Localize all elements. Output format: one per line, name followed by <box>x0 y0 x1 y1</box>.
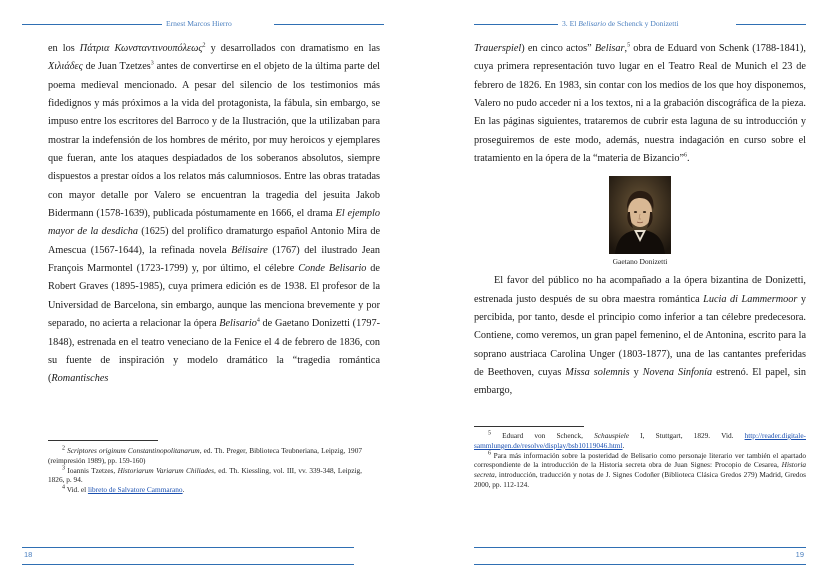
italic-text: Πάτρια Κωνσταντινουπόλεως <box>79 43 203 54</box>
figure <box>474 176 806 268</box>
header-rule-left <box>22 24 162 25</box>
italic-text: Belisar <box>594 43 625 54</box>
right-page <box>418 0 806 574</box>
paragraph <box>48 40 380 389</box>
text-run: El favor del público no ha acompañado a la ópera bizantina de Donizetti, estrenada justo después de su obra maestra romántica <box>474 275 806 305</box>
hyperlink[interactable]: libreto de Salvatore Cammarano <box>87 485 183 495</box>
footnote-ref: 4 <box>62 484 65 491</box>
portrait-image <box>609 176 671 254</box>
hyperlink[interactable]: http://reader.digitale-sammlungen.de/resolve/display/bsb10119046.html <box>474 431 806 450</box>
text-run: Vid. el <box>65 485 88 495</box>
text-run: de Robert Graves (1895-1985), cuya primera edición es de 1938. El profesor de la Universidad de Barcelona, sin embargo, aunque las menciona brevemente y por separado, no acierta a relacionar la ópera <box>48 263 380 330</box>
body-text <box>474 40 806 401</box>
right-page-header <box>418 18 798 30</box>
text-run: , ed. Th. Preger, Biblioteca Teubneriana, Leipzig, 1907 (reimpresión 1989), pp. 159-160) <box>48 446 362 465</box>
footnotes <box>48 446 362 495</box>
italic-text: Romantisches <box>51 373 109 385</box>
footnote-ref: 2 <box>62 445 65 452</box>
italic-text: Trauerspiel <box>474 43 522 54</box>
page-number: 19 <box>795 550 804 559</box>
footnote-ref: 4 <box>256 317 260 324</box>
left-page-footer <box>22 547 354 565</box>
text-run: . <box>687 153 690 165</box>
footnote-ref: 6 <box>488 450 491 457</box>
header-rule-right <box>274 24 384 25</box>
text-run: , introducción, traducción y notas de J. Signes Codoñer (Biblioteca Clásica Gredos 279) Madrid, Gredos 2000, pp. 112-124. <box>474 470 806 489</box>
footnote-5 <box>474 431 806 451</box>
italic-text: Novena Sinfonía <box>642 367 713 379</box>
text-run: obra de Eduard von Schenk (1788-1841), cuya primera representación tuvo lugar en el Teatro Real de Munich el 23 de febrero de 1826. En 1983, sin contar con los medios de los que hoy disponemos, Valero no pudo acceder ni a los textos, ni a la grabación discográfica de la pieza. En las páginas siguientes, trataremos de cubrir esta laguna de su introducción y proseguiremos de este modo, además, nuestra indagación en curso sobre el tratamiento en la ópera de la “materia de Bizancio” <box>474 43 806 165</box>
left-page <box>22 0 402 574</box>
footnote-ref: 5 <box>627 42 631 49</box>
figure-caption: Gaetano Donizetti <box>612 257 668 267</box>
text-run: y percibida, por tanto, desde el principio como inferior a tan célebre predecesora. Contiene, como veremos, un gran papel femenino, el de Antonina, escrito para la soprano austriaca Carolina Unger (1803-1877), una de las cantantes preferidas de Beethoven, cuyas <box>474 293 806 379</box>
italic-text: Schauspiele <box>594 431 630 440</box>
running-head-author: Ernest Marcos Hierro <box>166 19 232 28</box>
text-run: (1767) del ilustrado Jean François Marmontel (1723-1799) y, por último, el célebre <box>48 244 381 275</box>
footnote-ref: 3 <box>62 465 65 472</box>
italic-text: Χιλιάδες <box>48 61 83 73</box>
right-page-footer <box>474 547 806 565</box>
footnote-separator <box>48 440 158 441</box>
text-run: . <box>182 485 185 495</box>
text-run: estrenó. El papel, sin embargo, <box>474 367 806 397</box>
text-run: , <box>624 43 628 54</box>
footnote-6 <box>474 451 806 490</box>
footnote-separator <box>474 426 584 427</box>
body-text <box>48 40 380 389</box>
italic-text: Missa solemnis <box>565 367 630 379</box>
text-run: antes de convertirse en el objeto de la última parte del poema medieval mencionado. A pesar del silencio de los testimonios más fidedignos y más próximos a la vida del protagonista, la fábula, sin embargo, se impuso entre los escritores del Barroco y de la Ilustración, que la utilizaban para mostrar la indefensión de los hombres de mérito, por muy heroicos y ejemplares que fueran, ante los ataques despiadados de los soberanos absolutos, siempre dispuestos a prestar oídos a los relatos más calumniosos. Entre las obras tratadas con mayor detalle por Valero se encuentran la tragedia del jesuita Jakob Bidermann (1578-1639), publicada póstumamente en 1666, el drama <box>48 61 380 220</box>
footnote-ref: 5 <box>488 430 491 437</box>
text-run: Para más información sobre la posteridad de Belisario como personaje literario ver también el apartado correspondiente de la introducción de la Historia secreta obra de Juan Signes: Procopio de Cesarea, <box>474 450 806 470</box>
text-run: y desarrollados con dramatismo en las <box>205 43 380 54</box>
page-number: 18 <box>24 550 33 559</box>
text-run: de Schenck y Donizetti <box>606 19 679 28</box>
italic-text: El ejemplo mayor de la desdicha <box>48 208 380 238</box>
italic-text: Bélisaire <box>231 244 268 256</box>
text-run: I, Stuttgart, 1829. Vid. <box>629 431 745 440</box>
italic-text: Historiarum Variarum Chiliades <box>117 465 215 475</box>
text-run: ) en cinco actos” <box>521 43 595 54</box>
text-run: Ioannis Tzetzes, <box>65 465 118 475</box>
header-rule-right <box>736 24 806 25</box>
text-run: y <box>629 367 643 379</box>
footnote-ref: 3 <box>150 60 154 67</box>
footnote-3 <box>48 466 362 486</box>
text-run: , ed. Th. Kiessling, vol. III, vv. 339-348, Leipzig, 1826, p. 94. <box>48 465 362 485</box>
footnote-2 <box>48 446 362 466</box>
running-head-chapter <box>562 18 679 30</box>
text-run: . <box>622 440 625 450</box>
text-run: 3. El <box>562 19 579 28</box>
text-run: Eduard von Schenck, <box>491 431 595 440</box>
italic-text: Belisario <box>219 318 257 330</box>
italic-text: Belisario <box>578 19 607 28</box>
text-run: de Juan Tzetzes <box>82 61 151 73</box>
italic-text: Lucia di Lammermoor <box>703 293 798 305</box>
text-run: en los <box>48 43 80 54</box>
italic-text: Conde Belisario <box>298 263 367 275</box>
footnote-ref: 6 <box>684 152 688 159</box>
text-run: (1625) del prolífico dramaturgo español Antonio Mira de Amescua (1567-1644), la refinada novela <box>48 226 380 256</box>
italic-text: Historia secreta <box>474 460 806 480</box>
donizetti-portrait <box>609 176 671 254</box>
footnotes <box>474 431 806 490</box>
footnote-4 <box>48 485 362 495</box>
italic-text: Scriptores originum Constantinopolitanarum <box>67 446 200 455</box>
paragraph <box>474 272 806 400</box>
left-page-header <box>22 18 402 30</box>
footnote-ref: 2 <box>202 42 206 49</box>
header-rule-left <box>474 24 558 25</box>
paragraph <box>474 40 806 168</box>
text-run: de Gaetano Donizetti (1797-1848), estrenada en el teatro veneciano de la Fenice el 4 de febrero de 1836, con su fuente de inspiración y modelo dramático la “tragedia romántica ( <box>48 318 380 385</box>
